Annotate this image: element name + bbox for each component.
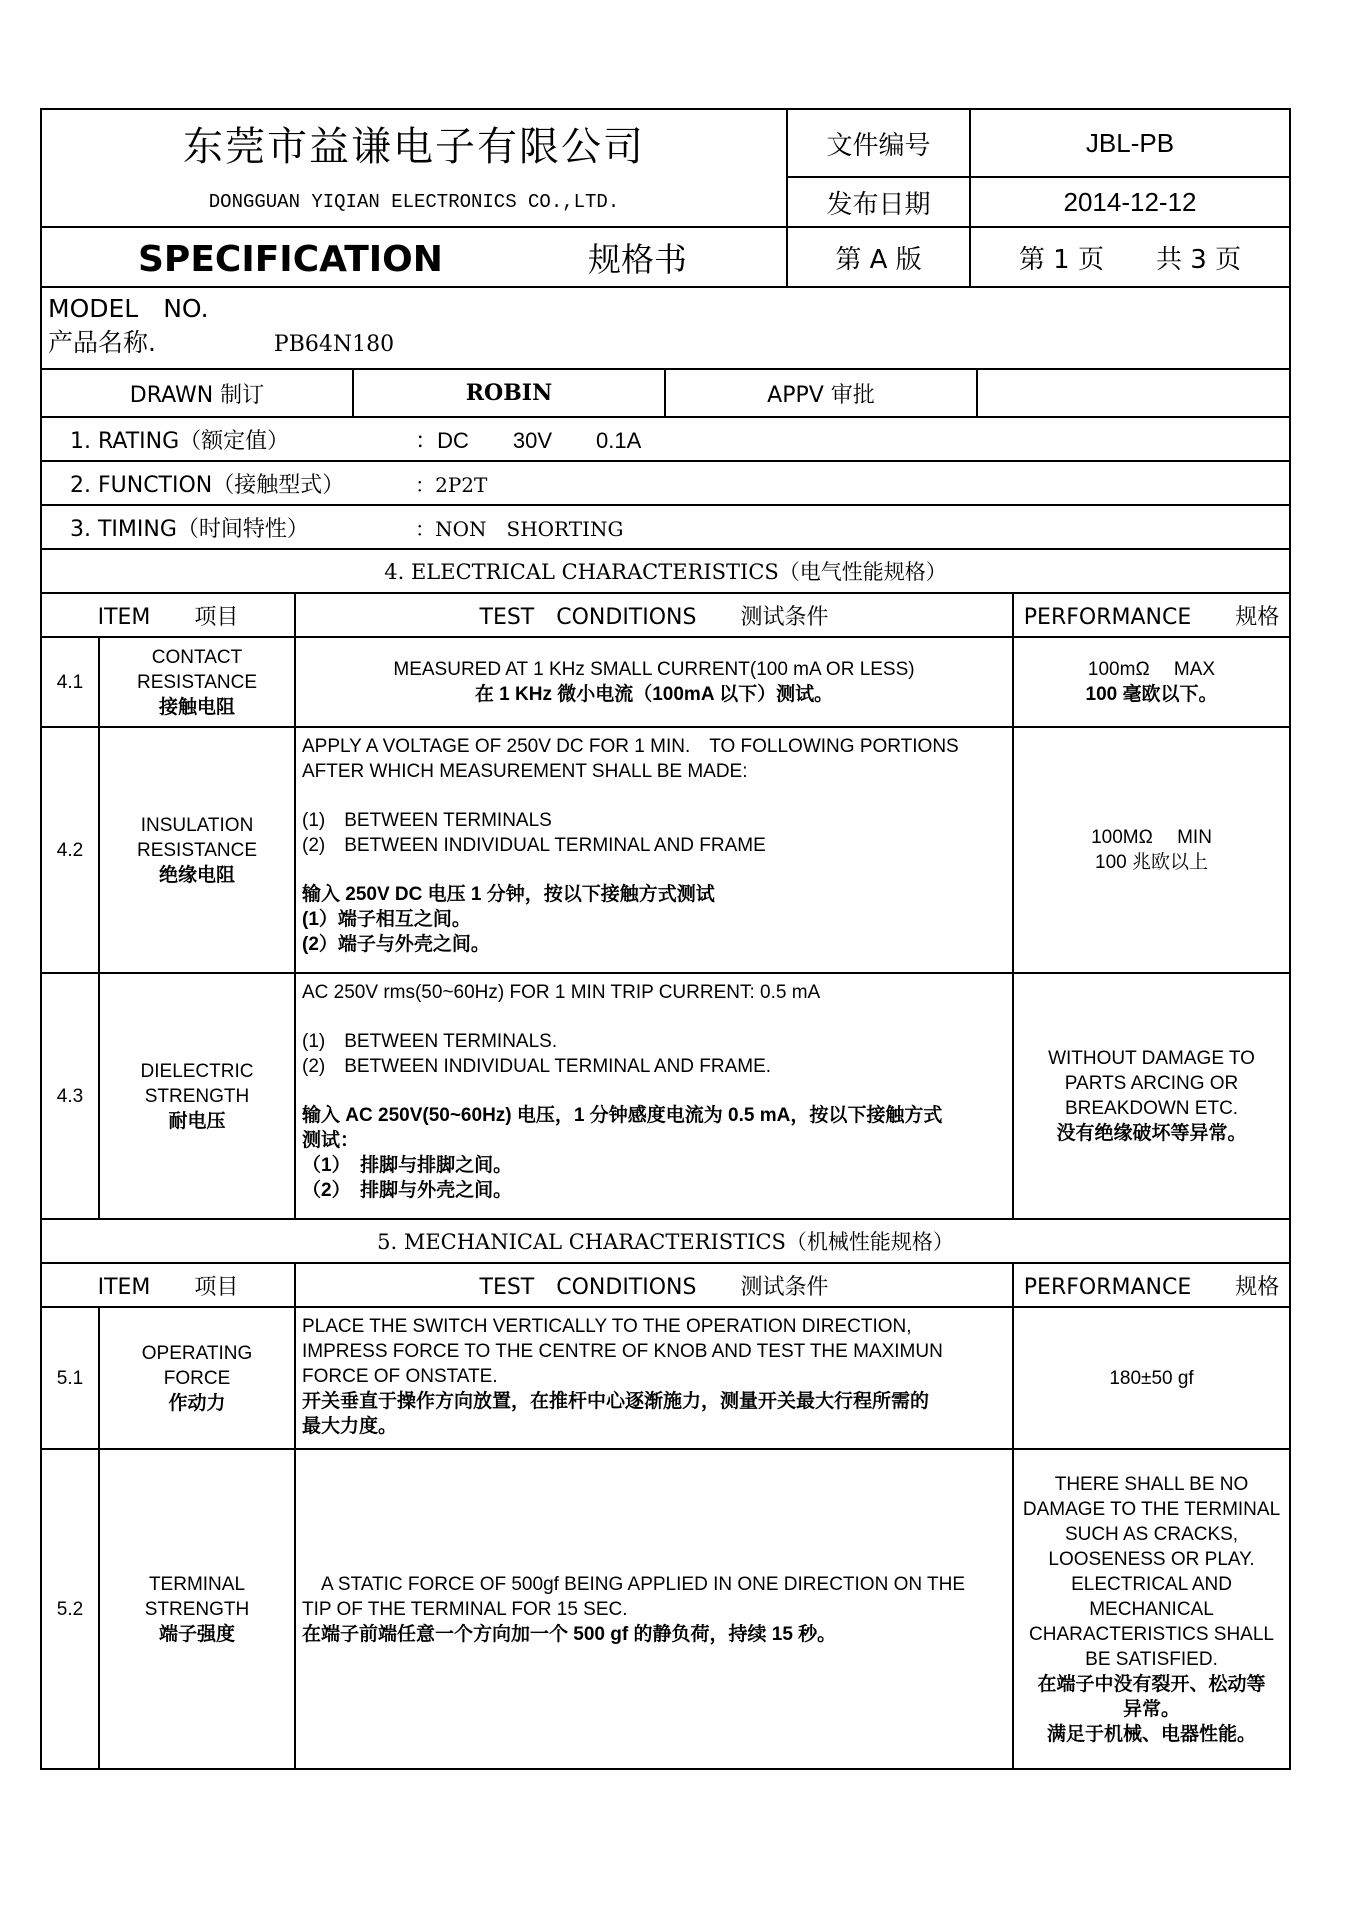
version-label: 第 A 版 xyxy=(787,227,970,287)
item-line: 绝缘电阻 xyxy=(158,864,235,886)
model-row xyxy=(48,326,1283,362)
test-line: IMPRESS FORCE TO THE CENTRE OF KNOB AND TEST THE MAXIMUN xyxy=(302,1341,943,1362)
item-line: TERMINAL xyxy=(148,1573,246,1595)
test-line: (1）端子相互之间。 xyxy=(302,909,471,930)
company-name-cn: 东莞市益谦电子有限公司 xyxy=(41,109,787,177)
timing-label: 3. TIMING（时间特性） xyxy=(70,516,309,542)
col-performance-header: PERFORMANCE 规格 xyxy=(1013,1263,1290,1307)
col-item-header: ITEM 项目 xyxy=(41,593,295,637)
mechanical-section-title: 5. MECHANICAL CHARACTERISTICS（机械性能规格） xyxy=(41,1219,1290,1263)
test-line: 输入 AC 250V(50~60Hz) 电压，1 分钟感度电流为 0.5 mA，按以下接触方式 xyxy=(302,1105,943,1126)
perf-line: 100 毫欧以下。 xyxy=(1085,684,1218,705)
test-line: (1) BETWEEN TERMINALS xyxy=(302,810,552,831)
item-cell xyxy=(99,973,295,1219)
perf-line: BE SATISFIED. xyxy=(1085,1648,1218,1670)
perf-line: MECHANICAL xyxy=(1089,1598,1214,1620)
test-line: A STATIC FORCE OF 500gf BEING APPLIED IN ONE DIRECTION ON THE xyxy=(302,1573,966,1595)
test-line: （1） 排脚与排脚之间。 xyxy=(302,1155,513,1176)
model-label-en: MODEL NO. xyxy=(48,294,209,323)
performance-cell xyxy=(1013,637,1290,727)
item-line: 作动力 xyxy=(168,1392,226,1414)
perf-line: LOOSENESS OR PLAY. xyxy=(1048,1548,1255,1570)
test-line: 在端子前端任意一个方向加一个 500 gf 的静负荷，持续 15 秒。 xyxy=(302,1623,837,1645)
test-line: (2) BETWEEN INDIVIDUAL TERMINAL AND FRAME xyxy=(302,835,766,856)
perf-line: SUCH AS CRACKS, xyxy=(1064,1523,1239,1545)
item-line: 接触电阻 xyxy=(158,696,235,718)
rating-label: 1. RATING（额定值） xyxy=(70,428,290,454)
row-number: 5.2 xyxy=(41,1449,99,1769)
perf-line: 异常。 xyxy=(1123,1698,1181,1720)
doc-number-label: 文件编号 xyxy=(787,109,970,177)
item-line: STRENGTH xyxy=(144,1085,250,1107)
table-row xyxy=(41,973,1290,1219)
test-line: PLACE THE SWITCH VERTICALLY TO THE OPERATION DIRECTION, xyxy=(302,1316,912,1337)
item-cell xyxy=(99,1307,295,1449)
table-row xyxy=(41,1307,1290,1449)
function-value: ：2P2T xyxy=(415,472,488,497)
col-item-header: ITEM 项目 xyxy=(41,1263,295,1307)
performance-cell xyxy=(1013,1449,1290,1769)
perf-line: THERE SHALL BE NO xyxy=(1054,1473,1249,1495)
perf-line: CHARACTERISTICS SHALL xyxy=(1029,1623,1274,1645)
perf-line: 100 兆欧以上 xyxy=(1095,852,1208,873)
model-cell xyxy=(41,287,1290,369)
test-line: MEASURED AT 1 KHz SMALL CURRENT(100 mA OR LESS) xyxy=(393,659,915,680)
col-test-header: TEST CONDITIONS 测试条件 xyxy=(295,1263,1013,1307)
item-line: DIELECTRIC xyxy=(140,1060,254,1082)
performance-cell xyxy=(1013,1307,1290,1449)
row-number: 4.2 xyxy=(41,727,99,973)
item-line: 端子强度 xyxy=(158,1623,235,1645)
characteristics-table xyxy=(40,548,1291,1770)
header-table xyxy=(40,108,1291,288)
release-date-label: 发布日期 xyxy=(787,177,970,227)
spec-title-cell xyxy=(41,227,787,287)
item-cell xyxy=(99,637,295,727)
test-line: (1) BETWEEN TERMINALS. xyxy=(302,1031,558,1052)
row-number: 4.3 xyxy=(41,973,99,1219)
model-table xyxy=(40,286,1291,550)
row-number: 5.1 xyxy=(41,1307,99,1449)
item-line: STRENGTH xyxy=(144,1598,250,1620)
perf-line: PARTS ARCING OR xyxy=(1064,1073,1239,1094)
test-cell xyxy=(295,1307,1013,1449)
spec-title-cn: 规格书 xyxy=(587,239,687,279)
table-row xyxy=(41,1449,1290,1769)
item-cell xyxy=(99,727,295,973)
item-line: CONTACT xyxy=(151,646,243,668)
test-line: AC 250V rms(50~60Hz) FOR 1 MIN TRIP CURRENT: 0.5 mA xyxy=(302,982,821,1003)
performance-cell xyxy=(1013,727,1290,973)
doc-number-value: JBL-PB xyxy=(970,109,1290,177)
test-line: (2）端子与外壳之间。 xyxy=(302,934,490,955)
drawn-label: DRAWN 制订 xyxy=(41,369,353,417)
item-line: OPERATING FORCE xyxy=(141,1342,253,1389)
test-line: 输入 250V DC 电压 1 分钟，按以下接触方式测试 xyxy=(302,884,715,905)
function-row xyxy=(41,461,1290,505)
perf-line: 100MΩ MIN xyxy=(1091,827,1212,848)
test-cell xyxy=(295,727,1013,973)
test-line: 开关垂直于操作方向放置，在推杆中心逐渐施力，测量开关最大行程所需的 xyxy=(302,1391,930,1412)
item-line: INSULATION xyxy=(140,814,254,836)
perf-line: 满足于机械、电器性能。 xyxy=(1047,1723,1257,1745)
perf-line: 没有绝缘破坏等异常。 xyxy=(1056,1123,1247,1144)
test-line: 在 1 KHz 微小电流（100mA 以下）测试。 xyxy=(474,684,834,705)
item-line: RESISTANCE xyxy=(136,671,257,693)
appv-value xyxy=(977,369,1290,417)
item-line: 耐电压 xyxy=(168,1110,226,1132)
test-line: 测试： xyxy=(302,1130,360,1151)
appv-label: APPV 审批 xyxy=(665,369,977,417)
perf-line: BREAKDOWN ETC. xyxy=(1064,1098,1239,1119)
test-cell xyxy=(295,1449,1013,1769)
model-number: PB64N180 xyxy=(273,332,395,357)
rating-value: ：DC 30V 0.1A xyxy=(415,427,642,453)
test-line: APPLY A VOLTAGE OF 250V DC FOR 1 MIN. TO FOLLOWING PORTIONS xyxy=(302,736,959,757)
rating-row xyxy=(41,417,1290,461)
perf-line: ELECTRICAL AND xyxy=(1071,1573,1232,1595)
function-label: 2. FUNCTION（接触型式） xyxy=(70,472,345,498)
test-line: AFTER WHICH MEASUREMENT SHALL BE MADE: xyxy=(302,761,748,782)
row-number: 4.1 xyxy=(41,637,99,727)
electrical-section-title: 4. ELECTRICAL CHARACTERISTICS（电气性能规格） xyxy=(41,549,1290,593)
release-date-value: 2014-12-12 xyxy=(970,177,1290,227)
drawn-value: ROBIN xyxy=(353,369,665,417)
test-line: 最大力度。 xyxy=(302,1416,398,1437)
performance-cell xyxy=(1013,973,1290,1219)
test-line: TIP OF THE TERMINAL FOR 15 SEC. xyxy=(302,1598,628,1620)
specification-document xyxy=(40,108,1289,1770)
spec-title-en: SPECIFICATION xyxy=(138,238,443,280)
table-row xyxy=(41,727,1290,973)
table-row xyxy=(41,637,1290,727)
timing-row xyxy=(41,505,1290,549)
timing-value: ：NON SHORTING xyxy=(415,516,624,541)
company-name-en: DONGGUAN YIQIAN ELECTRONICS CO.,LTD. xyxy=(41,177,787,227)
item-line: RESISTANCE xyxy=(136,839,257,861)
test-cell xyxy=(295,637,1013,727)
test-cell xyxy=(295,973,1013,1219)
col-performance-header: PERFORMANCE 规格 xyxy=(1013,593,1290,637)
perf-line: 100mΩ MAX xyxy=(1087,659,1216,680)
perf-line: DAMAGE TO THE TERMINAL xyxy=(1022,1498,1281,1520)
page-info: 第 1 页 共 3 页 xyxy=(970,227,1290,287)
item-cell xyxy=(99,1449,295,1769)
perf-line: WITHOUT DAMAGE TO xyxy=(1048,1048,1255,1069)
test-line: (2) BETWEEN INDIVIDUAL TERMINAL AND FRAME. xyxy=(302,1056,772,1077)
model-label-cn: 产品名称. xyxy=(48,328,156,357)
test-line: （2） 排脚与外壳之间。 xyxy=(302,1180,513,1201)
perf-line: 180±50 gf xyxy=(1109,1367,1194,1389)
test-line: FORCE OF ONSTATE. xyxy=(302,1366,498,1387)
perf-line: 在端子中没有裂开、松动等 xyxy=(1037,1673,1266,1695)
col-test-header: TEST CONDITIONS 测试条件 xyxy=(295,593,1013,637)
